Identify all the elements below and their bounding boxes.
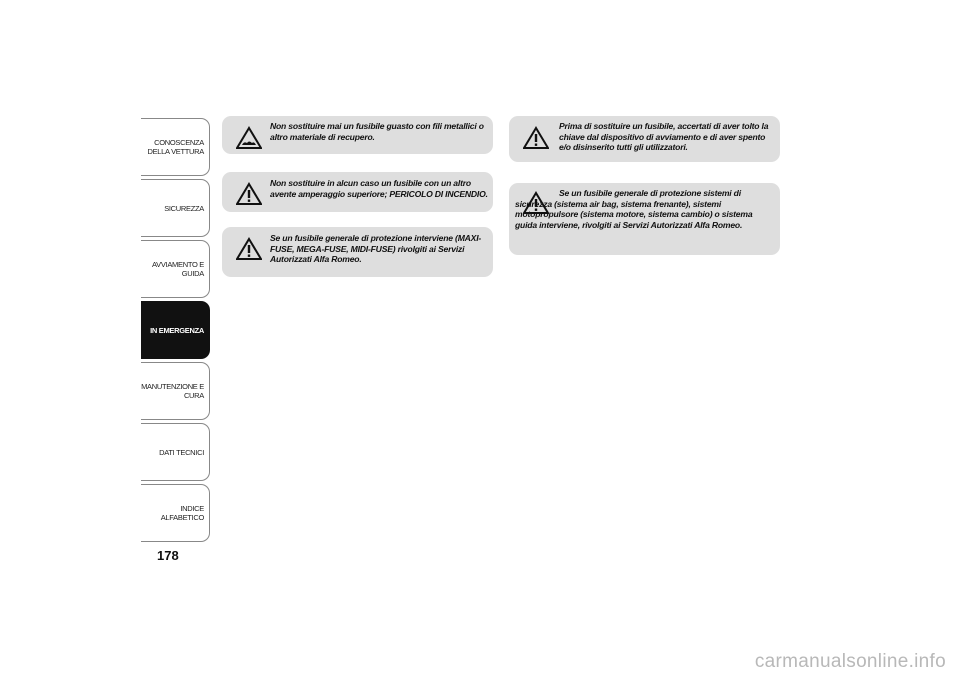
tab-indice-alfabetico[interactable]: INDICE ALFABETICO xyxy=(141,484,210,542)
tab-dati-tecnici[interactable]: DATI TECNICI xyxy=(141,423,210,481)
warning-triangle-icon xyxy=(236,237,262,261)
tab-conoscenza-della-vettura[interactable]: CONOSCENZA DELLA VETTURA xyxy=(141,118,210,176)
warning-triangle-icon xyxy=(236,182,262,206)
warning-text: Non sostituire in alcun caso un fusibile con un altro avente amperaggio superiore; PERICOLO DI INCENDIO. xyxy=(270,178,488,199)
watermark: carmanualsonline.info xyxy=(754,651,946,672)
warning-text: Prima di sostituire un fusibile, accertati di aver tolto la chiave dal dispositivo di avviamento e di aver spento e/o disinserito tutti gli utilizzatori. xyxy=(559,121,769,152)
tab-manutenzione-e-cura[interactable]: MANUTENZIONE E CURA xyxy=(141,362,210,420)
tab-sicurezza[interactable]: SICUREZZA xyxy=(141,179,210,237)
warning-box-fuse-replacement-material xyxy=(222,116,493,154)
warning-text: Se un fusibile generale di protezione interviene (MAXI-FUSE, MEGA-FUSE, MIDI-FUSE) rivolgiti ai Servizi Autorizzati Alfa Romeo. xyxy=(270,233,482,264)
tab-in-emergenza[interactable]: IN EMERGENZA xyxy=(141,301,210,359)
warning-box-amperage xyxy=(222,172,493,212)
tab-avviamento-e-guida[interactable]: AVVIAMENTO E GUIDA xyxy=(141,240,210,298)
page-number: 178 xyxy=(157,548,179,563)
warning-text: Se un fusibile generale di protezione sistemi di sicurezza (sistema air bag, sistema frenante), sistemi motopropulsore (sistema motore, sistema cambio) o sistema guida interviene, rivolgiti ai Servizi Autorizzati Alfa Romeo. xyxy=(515,188,753,230)
warning-box-safety-systems-fuse xyxy=(509,183,780,255)
warning-box-general-fuse xyxy=(222,227,493,277)
environment-icon xyxy=(236,126,262,150)
warning-box-before-replacing xyxy=(509,116,780,162)
warning-text: Non sostituire mai un fusibile guasto con fili metallici o altro materiale di recupero. xyxy=(270,121,484,142)
warning-triangle-icon xyxy=(523,126,549,150)
